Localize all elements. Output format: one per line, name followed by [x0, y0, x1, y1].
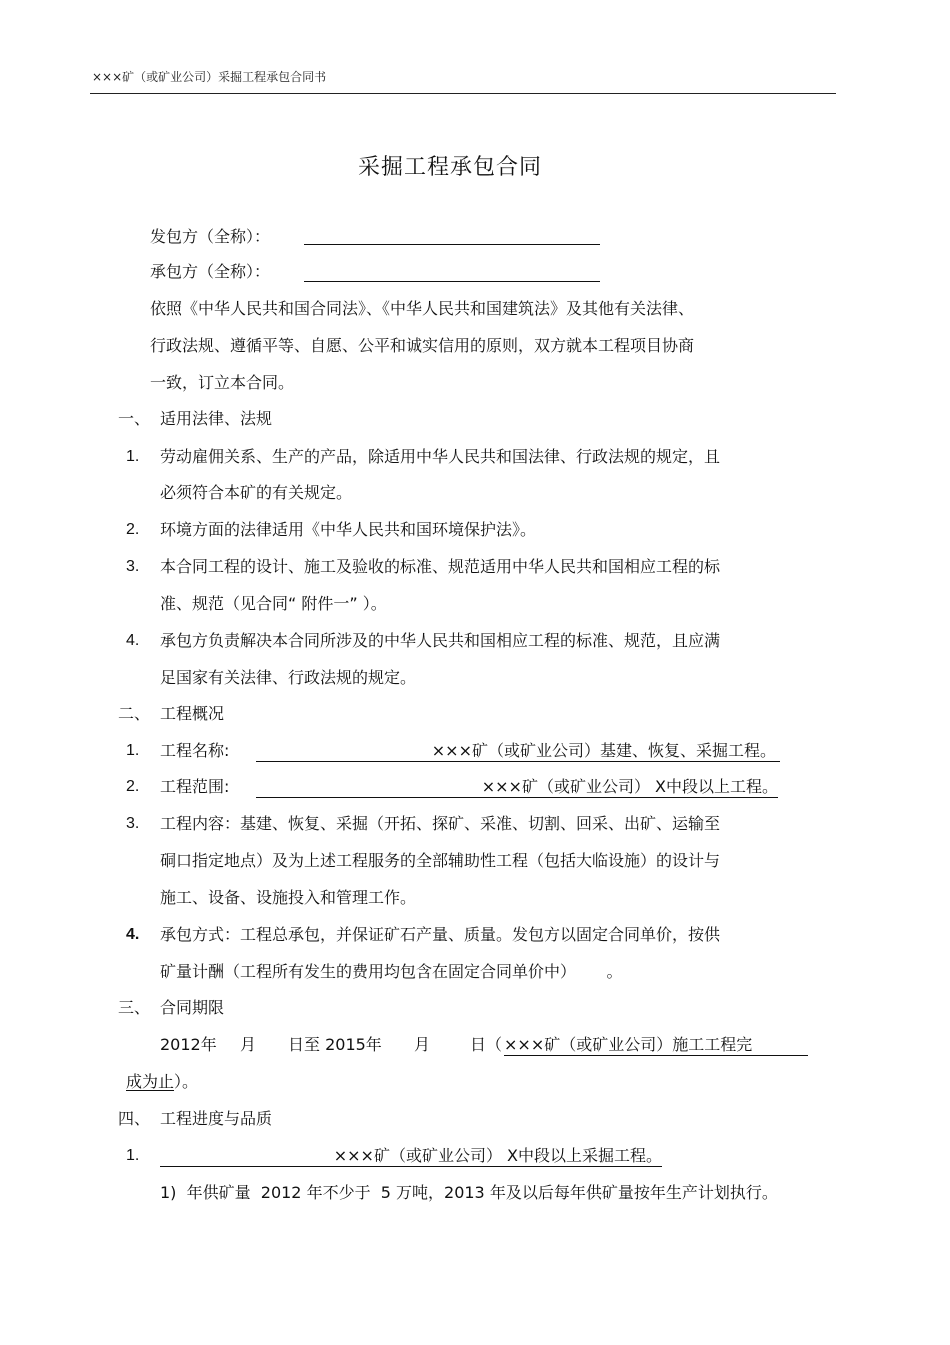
item-text: 必须符合本矿的有关规定。 — [160, 483, 353, 502]
preamble-line: 行政法规、遵循平等、自愿、公平和诚实信用的原则，双方就本工程项目协商 — [150, 336, 695, 355]
section-title: 适用法律、法规 — [160, 409, 273, 428]
item-number: 1. — [126, 742, 140, 759]
project-scope-field — [256, 776, 778, 798]
item-number: 3. — [126, 815, 140, 832]
project-name-field — [256, 740, 780, 762]
project-scope-label: 工程范围: — [160, 777, 230, 796]
item-text: 环境方面的法律适用《中华人民共和国环境保护法》。 — [160, 520, 537, 539]
contractor-line — [150, 261, 270, 283]
item-number: 2. — [126, 778, 140, 795]
term-note-field — [504, 1034, 808, 1056]
item-number: 4. — [126, 632, 140, 649]
term-start-month: 月 — [240, 1035, 257, 1054]
item-text: 矿量计酬（工程所有发生的费用均包含在固定合同单价中） 。 — [160, 962, 623, 981]
progress-item-field — [160, 1145, 662, 1167]
item-text: 承包方负责解决本合同所涉及的中华人民共和国相应工程的标准、规范，且应满 — [160, 631, 721, 650]
term-note-tail: ）。 — [174, 1072, 199, 1091]
term-note-cont: 成为止 — [126, 1072, 175, 1091]
item-number: 4. — [126, 926, 140, 943]
item-text: 硐口指定地点）及为上述工程服务的全部辅助性工程（包括大临设施）的设计与 — [160, 851, 721, 870]
section-number: 三、 — [118, 998, 151, 1017]
term-end-day: 日（ — [470, 1035, 503, 1054]
preamble-line: 依照《中华人民共和国合同法》、《中华人民共和国建筑法》及其他有关法律、 — [150, 299, 695, 318]
section-number: 四、 — [118, 1109, 151, 1128]
issuer-line — [150, 226, 270, 248]
item-text: 工程内容：基建、恢复、采掘（开拓、探矿、采准、切割、回采、出矿、运输至 — [160, 814, 721, 833]
section-title: 工程进度与品质 — [160, 1109, 273, 1128]
project-scope-value: ×××矿（或矿业公司） X中段以上工程。 — [481, 777, 778, 796]
term-end-year: 日至 2015年 — [288, 1035, 382, 1054]
supply-volume-text: 1) 年供矿量 2012 年不少于 5 万吨，2013 年及以后每年供矿量按年生产计划执行。 — [160, 1183, 778, 1202]
issuer-label: 发包方（全称）： — [150, 227, 271, 246]
project-name-label: 工程名称: — [160, 741, 230, 760]
document-title: 采掘工程承包合同 — [357, 155, 542, 180]
contractor-label: 承包方（全称）： — [150, 262, 271, 281]
term-note: ×××矿（或矿业公司）施工工程完 — [504, 1035, 753, 1054]
term-note-line2 — [126, 1071, 198, 1093]
preamble-line: 一致，订立本合同。 — [150, 373, 295, 392]
section-title: 工程概况 — [160, 704, 225, 723]
item-text: 施工、设备、设施投入和管理工作。 — [160, 888, 417, 907]
section-title: 合同期限 — [160, 998, 225, 1017]
section-number: 一、 — [118, 409, 151, 428]
term-start-year: 2012年 — [160, 1035, 217, 1054]
item-number: 1. — [126, 448, 140, 465]
issuer-blank[interactable] — [304, 230, 600, 245]
item-text: 足国家有关法律、行政法规的规定。 — [160, 668, 417, 687]
page-header: ×××矿（或矿业公司）采掘工程承包合同书 — [92, 70, 327, 84]
contractor-blank[interactable] — [304, 267, 600, 282]
header-rule — [90, 93, 836, 94]
section-number: 二、 — [118, 704, 151, 723]
item-text: 本合同工程的设计、施工及验收的标准、规范适用中华人民共和国相应工程的标 — [160, 557, 721, 576]
term-end-month: 月 — [414, 1035, 431, 1054]
item-text: 准、规范（见合同“ 附件一” ）。 — [160, 594, 387, 613]
item-number: 3. — [126, 558, 140, 575]
item-text: 承包方式：工程总承包，并保证矿石产量、质量。发包方以固定合同单价，按供 — [160, 925, 721, 944]
item-number: 1. — [126, 1147, 140, 1164]
progress-item-value: ×××矿（或矿业公司） X中段以上采掘工程。 — [333, 1146, 662, 1165]
item-number: 2. — [126, 521, 140, 538]
project-name-value: ×××矿（或矿业公司）基建、恢复、采掘工程。 — [431, 741, 776, 760]
item-text: 劳动雇佣关系、生产的产品，除适用中华人民共和国法律、行政法规的规定，且 — [160, 447, 721, 466]
